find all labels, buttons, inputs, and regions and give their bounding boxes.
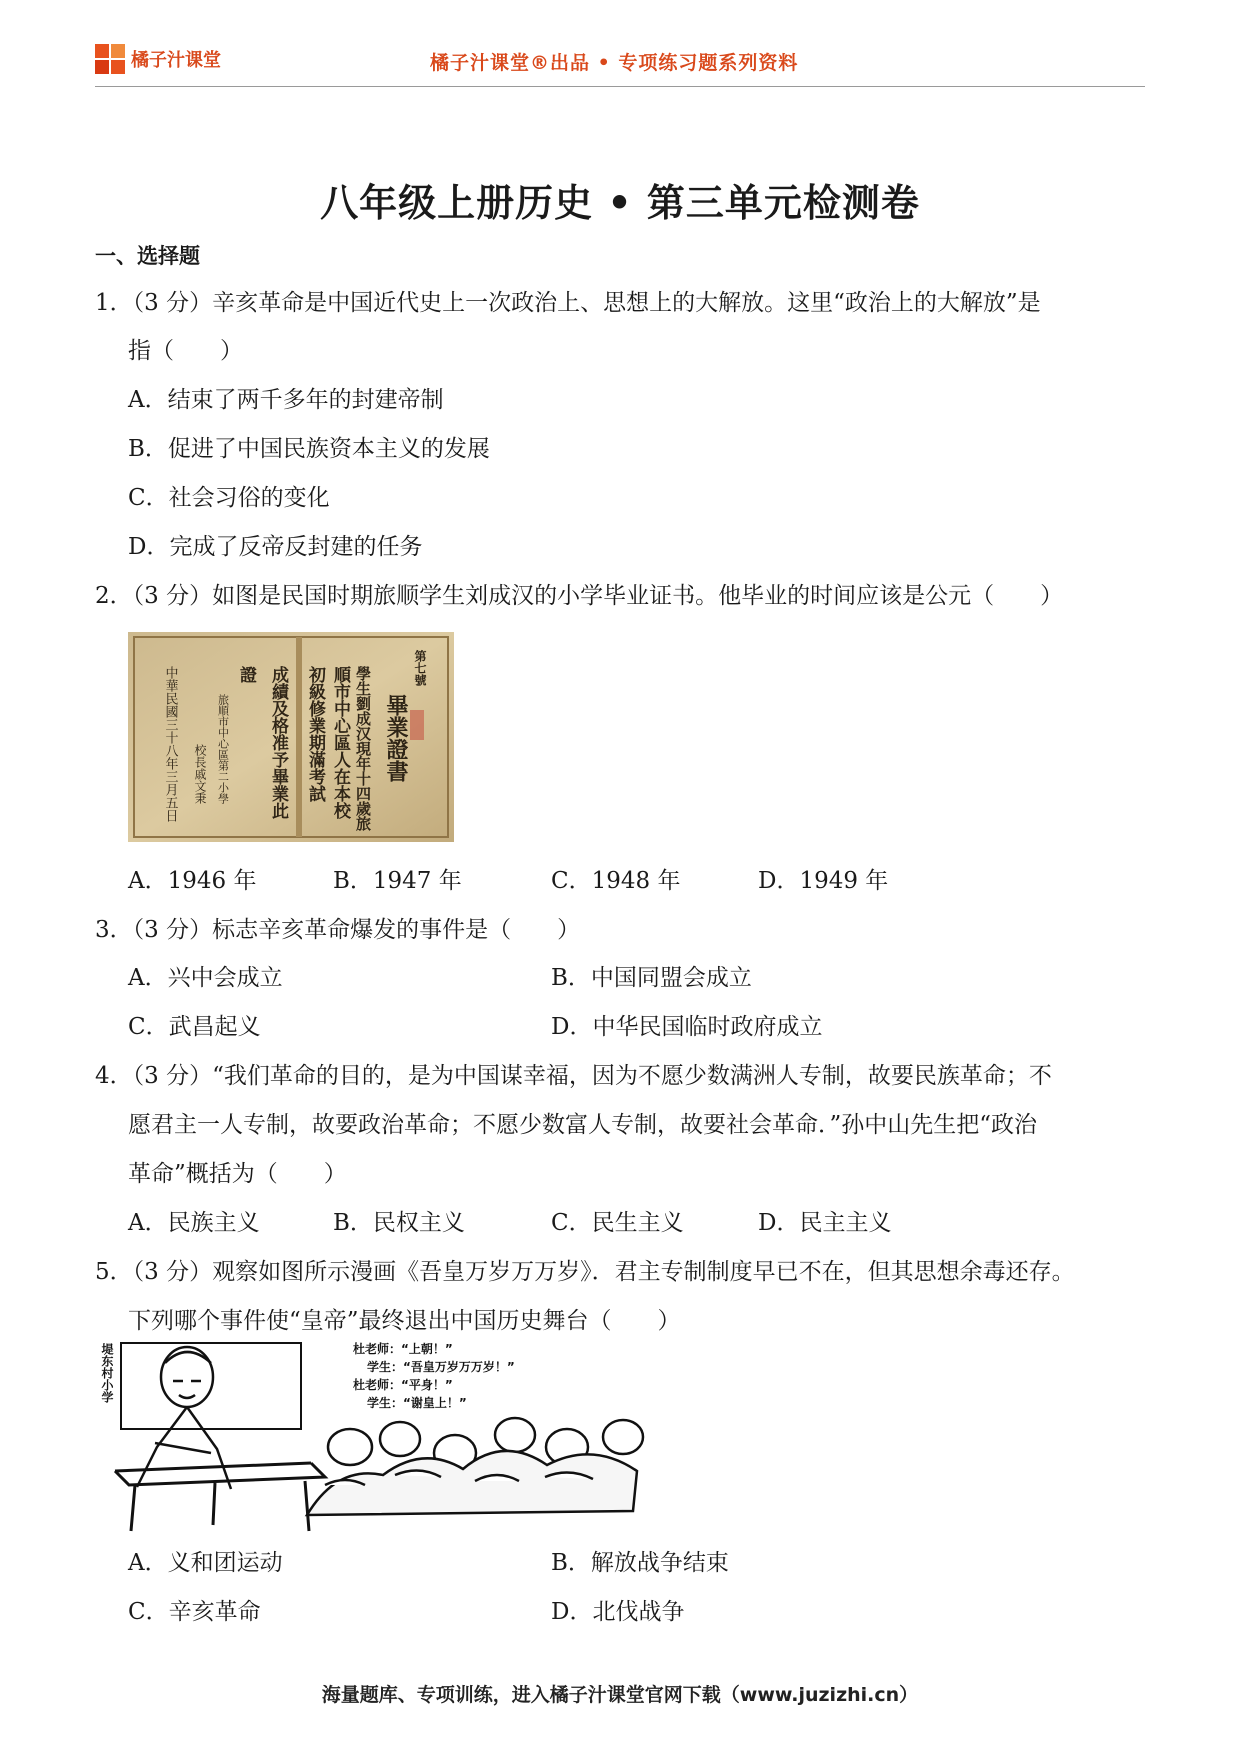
question-5-option-c: C．辛亥革命 <box>128 1599 261 1625</box>
cartoon-dialog-3: 杜老师：“平身！” <box>353 1378 453 1392</box>
brand-logo <box>95 44 221 74</box>
question-3-option-b: B．中国同盟会成立 <box>551 965 752 991</box>
question-1-stem-cont: 指（ ） <box>128 338 243 364</box>
question-1-option-a: A．结束了两千多年的封建帝制 <box>128 387 444 413</box>
question-2-stem: 2．（3 分）如图是民国时期旅顺学生刘成汉的小学毕业证书。他毕业的时间应该是公元（ ） <box>95 583 1064 609</box>
logo-icon <box>95 44 125 74</box>
certificate-principal: 校長戚文秉 <box>193 744 207 804</box>
question-4-option-c: C．民生主义 <box>551 1210 684 1236</box>
question-5-option-d: D．北伐战争 <box>551 1599 685 1625</box>
question-5-stem: 5．（3 分）观察如图所示漫画《吾皇万岁万万岁》．君主专制制度早已不在，但其思想余毒还存。 <box>95 1259 1075 1285</box>
certificate-line-3: 初級修業期滿考試 <box>305 666 325 802</box>
question-2-option-a: A．1946 年 <box>128 868 257 894</box>
question-3-option-d: D．中华民国临时政府成立 <box>551 1014 823 1040</box>
header-tagline: 橘子汁课堂®出品 • 专项练习题系列资料 <box>430 52 799 74</box>
question-4-option-a: A．民族主义 <box>128 1210 260 1236</box>
question-1-option-b: B．促进了中国民族资本主义的发展 <box>128 436 490 462</box>
cartoon-sign: 堤东村小学 <box>100 1343 114 1403</box>
question-3-option-a: A．兴中会成立 <box>128 965 283 991</box>
certificate-line-2: 順市中心區人在本校 <box>330 666 350 819</box>
page-header <box>95 40 1145 87</box>
section-heading: 一、选择题 <box>95 244 200 268</box>
certificate-line-1: 學生劉成汉現年十四歲旅 <box>354 666 372 831</box>
question-4-stem-cont-2: 革命”概括为（ ） <box>128 1161 347 1187</box>
certificate-date: 中華民國三十八年三月五日 <box>162 666 178 822</box>
question-4-stem-cont-1: 愿君主一人专制，故要政治革命；不愿少数富人专制，故要社会革命．”孙中山先生把“政治 <box>128 1112 1038 1138</box>
certificate-line-5: 證 <box>236 666 256 683</box>
graduation-certificate-image <box>128 632 454 842</box>
question-5-option-a: A．义和团运动 <box>128 1550 283 1576</box>
page-footer: 海量题库、专项训练，进入橘子汁课堂官网下载（www.juzizhi.cn） <box>321 1684 919 1706</box>
cartoon-image <box>95 1335 685 1533</box>
cartoon-dialog-2: 学生：“吾皇万岁万万岁！” <box>367 1360 515 1374</box>
question-3-option-c: C．武昌起义 <box>128 1014 261 1040</box>
question-2-option-d: D．1949 年 <box>758 868 889 894</box>
question-4-stem: 4．（3 分）“我们革命的目的，是为中国谋幸福，因为不愿少数满洲人专制，故要民族革命；不 <box>95 1063 1052 1089</box>
page-title: 八年级上册历史 • 第三单元检测卷 <box>320 181 920 225</box>
brand-name: 橘子汁课堂 <box>131 50 221 71</box>
question-1-option-c: C．社会习俗的变化 <box>128 485 330 511</box>
question-4-option-b: B．民权主义 <box>333 1210 465 1236</box>
question-5-option-b: B．解放战争结束 <box>551 1550 729 1576</box>
question-3-stem: 3．（3 分）标志辛亥革命爆发的事件是（ ） <box>95 917 581 943</box>
question-2-option-c: C．1948 年 <box>551 868 681 894</box>
question-1-option-d: D．完成了反帝反封建的任务 <box>128 534 423 560</box>
question-4-option-d: D．民主主义 <box>758 1210 892 1236</box>
certificate-line-4: 成績及格准予畢業此 <box>268 666 288 819</box>
question-1-stem: 1．（3 分）辛亥革命是中国近代史上一次政治上、思想上的大解放。这里“政治上的大解放”是 <box>95 290 1041 316</box>
cartoon-dialog-1: 杜老师：“上朝！” <box>353 1342 453 1356</box>
certificate-number: 第七號 <box>413 650 427 686</box>
question-2-option-b: B．1947 年 <box>333 868 462 894</box>
cartoon-dialog-4: 学生：“谢皇上！” <box>367 1396 467 1410</box>
certificate-school: 旅順市中心區第二小學 <box>216 694 230 804</box>
question-5-stem-cont: 下列哪个事件使“皇帝”最终退出中国历史舞台（ ） <box>128 1308 681 1334</box>
certificate-heading: 畢業證書 <box>383 694 409 782</box>
